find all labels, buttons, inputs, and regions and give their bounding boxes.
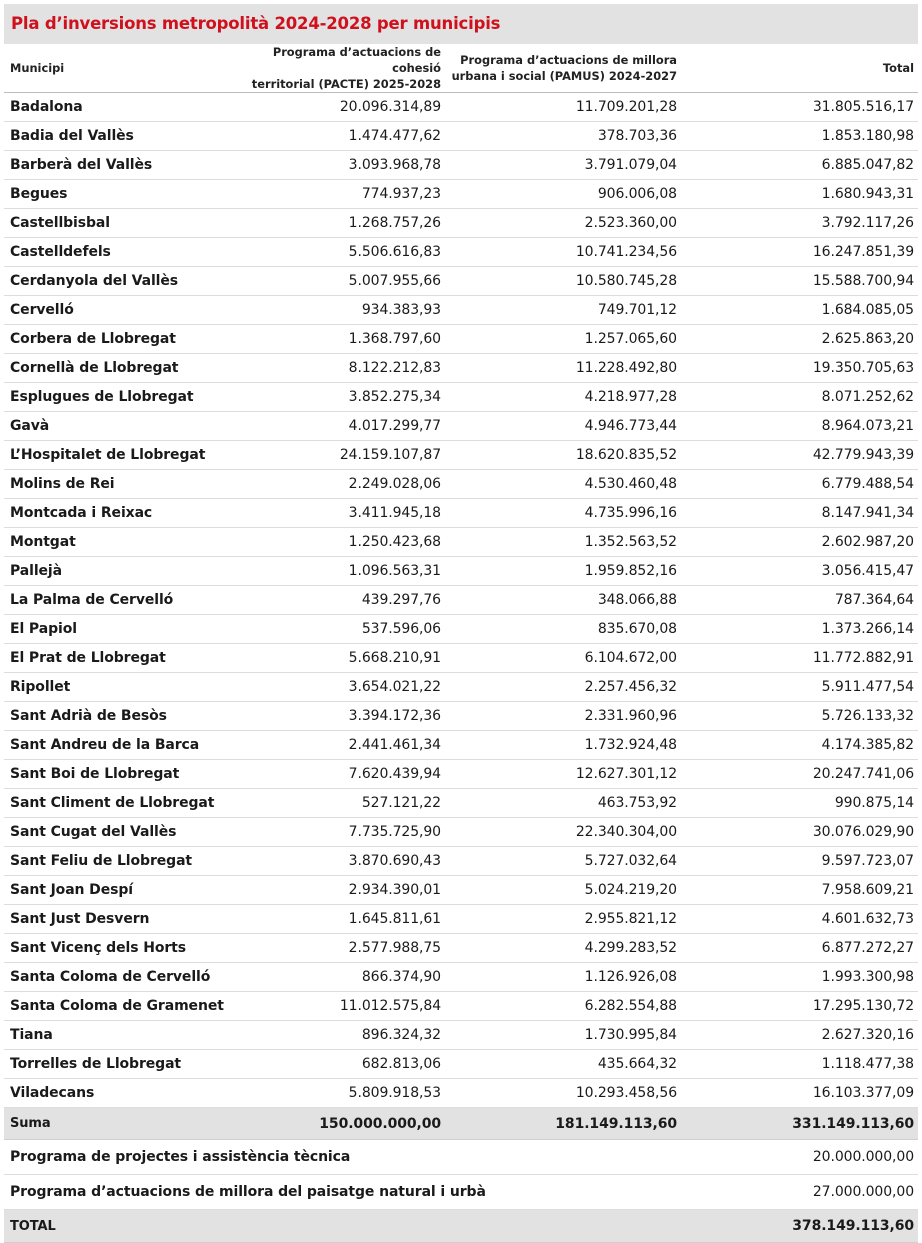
table-row	[4, 818, 918, 847]
sum-row	[4, 1108, 918, 1140]
municipi-name: Sant Joan Despí	[4, 876, 215, 905]
pamus-value: 22.340.304,00	[445, 818, 681, 847]
municipi-name: Sant Climent de Llobregat	[4, 789, 215, 818]
table-row	[4, 412, 918, 441]
pamus-value: 10.741.234,56	[445, 238, 681, 267]
investment-table-panel	[4, 4, 918, 1243]
pamus-value: 4.735.996,16	[445, 499, 681, 528]
table-row	[4, 876, 918, 905]
pacte-value: 3.654.021,22	[215, 673, 445, 702]
pamus-value: 10.293.458,56	[445, 1079, 681, 1108]
total-value: 787.364,64	[681, 586, 918, 615]
investment-table	[4, 44, 918, 1243]
table-row	[4, 238, 918, 267]
municipi-name: Sant Cugat del Vallès	[4, 818, 215, 847]
header-pacte: Programa d’actuacions de cohesió territorial (PACTE) 2025-2028	[215, 44, 445, 93]
total-value: 20.247.741,06	[681, 760, 918, 789]
table-row	[4, 441, 918, 470]
total-value: 2.627.320,16	[681, 1021, 918, 1050]
pamus-value: 435.664,32	[445, 1050, 681, 1079]
grand-total-row	[4, 1210, 918, 1243]
pacte-value: 682.813,06	[215, 1050, 445, 1079]
table-row	[4, 296, 918, 325]
pamus-value: 2.523.360,00	[445, 209, 681, 238]
table-row	[4, 1050, 918, 1079]
pacte-value: 8.122.212,83	[215, 354, 445, 383]
municipi-name: L’Hospitalet de Llobregat	[4, 441, 215, 470]
total-value: 42.779.943,39	[681, 441, 918, 470]
pamus-value: 5.727.032,64	[445, 847, 681, 876]
pacte-value: 24.159.107,87	[215, 441, 445, 470]
pamus-value: 11.709.201,28	[445, 93, 681, 122]
total-value: 1.684.085,05	[681, 296, 918, 325]
table-row	[4, 325, 918, 354]
total-value: 19.350.705,63	[681, 354, 918, 383]
extra-label: Programa de projectes i assistència tècnica	[4, 1140, 681, 1175]
pacte-value: 7.735.725,90	[215, 818, 445, 847]
table-row	[4, 499, 918, 528]
total-value: 1.373.266,14	[681, 615, 918, 644]
table-row	[4, 122, 918, 151]
total-value: 7.958.609,21	[681, 876, 918, 905]
municipi-name: Cerdanyola del Vallès	[4, 267, 215, 296]
pacte-value: 1.474.477,62	[215, 122, 445, 151]
total-value: 1.853.180,98	[681, 122, 918, 151]
total-value: 6.877.272,27	[681, 934, 918, 963]
municipi-name: Viladecans	[4, 1079, 215, 1108]
municipi-name: Cervelló	[4, 296, 215, 325]
total-value: 1.680.943,31	[681, 180, 918, 209]
grand-total-value: 378.149.113,60	[681, 1210, 918, 1243]
municipi-name: Torrelles de Llobregat	[4, 1050, 215, 1079]
pacte-value: 1.368.797,60	[215, 325, 445, 354]
municipi-name: Castelldefels	[4, 238, 215, 267]
municipi-name: Montgat	[4, 528, 215, 557]
total-value: 15.588.700,94	[681, 267, 918, 296]
table-row	[4, 934, 918, 963]
table-row	[4, 905, 918, 934]
pacte-value: 5.007.955,66	[215, 267, 445, 296]
header-total: Total	[681, 44, 918, 93]
pacte-value: 11.012.575,84	[215, 992, 445, 1021]
extra-label: Programa d’actuacions de millora del paisatge natural i urbà	[4, 1175, 681, 1210]
total-value: 8.147.941,34	[681, 499, 918, 528]
table-row	[4, 702, 918, 731]
total-value: 990.875,14	[681, 789, 918, 818]
total-value: 30.076.029,90	[681, 818, 918, 847]
municipi-name: Badalona	[4, 93, 215, 122]
pacte-value: 527.121,22	[215, 789, 445, 818]
municipi-name: Barberà del Vallès	[4, 151, 215, 180]
pacte-value: 537.596,06	[215, 615, 445, 644]
header-row	[4, 44, 918, 93]
pamus-value: 2.955.821,12	[445, 905, 681, 934]
pamus-value: 11.228.492,80	[445, 354, 681, 383]
table-row	[4, 963, 918, 992]
total-value: 6.885.047,82	[681, 151, 918, 180]
pacte-value: 4.017.299,77	[215, 412, 445, 441]
total-value: 16.103.377,09	[681, 1079, 918, 1108]
table-row	[4, 267, 918, 296]
table-row	[4, 731, 918, 760]
sum-pamus: 181.149.113,60	[445, 1108, 681, 1140]
pamus-value: 749.701,12	[445, 296, 681, 325]
total-value: 9.597.723,07	[681, 847, 918, 876]
pamus-value: 1.126.926,08	[445, 963, 681, 992]
total-value: 16.247.851,39	[681, 238, 918, 267]
total-value: 4.174.385,82	[681, 731, 918, 760]
pacte-value: 896.324,32	[215, 1021, 445, 1050]
municipi-name: La Palma de Cervelló	[4, 586, 215, 615]
pamus-value: 906.006,08	[445, 180, 681, 209]
pacte-value: 1.250.423,68	[215, 528, 445, 557]
pamus-value: 12.627.301,12	[445, 760, 681, 789]
pacte-value: 2.577.988,75	[215, 934, 445, 963]
pamus-value: 2.257.456,32	[445, 673, 681, 702]
municipi-name: Ripollet	[4, 673, 215, 702]
table-row	[4, 180, 918, 209]
pacte-value: 7.620.439,94	[215, 760, 445, 789]
pacte-value: 3.411.945,18	[215, 499, 445, 528]
pamus-value: 1.352.563,52	[445, 528, 681, 557]
pacte-value: 3.870.690,43	[215, 847, 445, 876]
sum-pacte: 150.000.000,00	[215, 1108, 445, 1140]
pamus-value: 6.104.672,00	[445, 644, 681, 673]
pamus-value: 4.530.460,48	[445, 470, 681, 499]
pacte-value: 2.441.461,34	[215, 731, 445, 760]
municipi-name: Badia del Vallès	[4, 122, 215, 151]
pacte-value: 439.297,76	[215, 586, 445, 615]
table-title: Pla d’inversions metropolità 2024-2028 per municipis	[4, 4, 918, 44]
municipi-name: Sant Vicenç dels Horts	[4, 934, 215, 963]
municipi-name: Gavà	[4, 412, 215, 441]
total-value: 17.295.130,72	[681, 992, 918, 1021]
pamus-value: 463.753,92	[445, 789, 681, 818]
municipi-name: Sant Andreu de la Barca	[4, 731, 215, 760]
pamus-value: 835.670,08	[445, 615, 681, 644]
table-row	[4, 1079, 918, 1108]
pacte-value: 5.668.210,91	[215, 644, 445, 673]
municipi-name: Sant Just Desvern	[4, 905, 215, 934]
total-value: 1.993.300,98	[681, 963, 918, 992]
pamus-value: 5.024.219,20	[445, 876, 681, 905]
pacte-value: 3.394.172,36	[215, 702, 445, 731]
extra-row-projectes	[4, 1140, 918, 1175]
municipi-name: Sant Feliu de Llobregat	[4, 847, 215, 876]
table-row	[4, 528, 918, 557]
pacte-value: 3.093.968,78	[215, 151, 445, 180]
total-value: 6.779.488,54	[681, 470, 918, 499]
municipi-name: Esplugues de Llobregat	[4, 383, 215, 412]
sum-total: 331.149.113,60	[681, 1108, 918, 1140]
total-value: 2.625.863,20	[681, 325, 918, 354]
total-value: 1.118.477,38	[681, 1050, 918, 1079]
pamus-value: 1.257.065,60	[445, 325, 681, 354]
table-row	[4, 673, 918, 702]
total-value: 2.602.987,20	[681, 528, 918, 557]
table-row	[4, 354, 918, 383]
table-row	[4, 209, 918, 238]
pacte-value: 2.934.390,01	[215, 876, 445, 905]
table-row	[4, 992, 918, 1021]
table-row	[4, 615, 918, 644]
extra-row-paisatge	[4, 1175, 918, 1210]
table-row	[4, 557, 918, 586]
municipi-name: El Prat de Llobregat	[4, 644, 215, 673]
municipi-name: Pallejà	[4, 557, 215, 586]
table-row	[4, 151, 918, 180]
pamus-value: 4.946.773,44	[445, 412, 681, 441]
pacte-value: 866.374,90	[215, 963, 445, 992]
pacte-value: 5.506.616,83	[215, 238, 445, 267]
municipi-name: El Papiol	[4, 615, 215, 644]
municipi-name: Santa Coloma de Gramenet	[4, 992, 215, 1021]
table-row	[4, 1021, 918, 1050]
extra-total: 27.000.000,00	[681, 1175, 918, 1210]
extra-total: 20.000.000,00	[681, 1140, 918, 1175]
table-row	[4, 383, 918, 412]
municipi-name: Molins de Rei	[4, 470, 215, 499]
pacte-value: 774.937,23	[215, 180, 445, 209]
municipi-name: Sant Boi de Llobregat	[4, 760, 215, 789]
table-row	[4, 644, 918, 673]
pamus-value: 1.732.924,48	[445, 731, 681, 760]
total-value: 5.911.477,54	[681, 673, 918, 702]
header-municipi: Municipi	[4, 44, 215, 93]
pacte-value: 1.096.563,31	[215, 557, 445, 586]
total-value: 3.792.117,26	[681, 209, 918, 238]
pacte-value: 1.645.811,61	[215, 905, 445, 934]
municipi-name: Montcada i Reixac	[4, 499, 215, 528]
total-value: 31.805.516,17	[681, 93, 918, 122]
table-row	[4, 789, 918, 818]
grand-total-label: TOTAL	[4, 1210, 681, 1243]
pamus-value: 348.066,88	[445, 586, 681, 615]
table-row	[4, 760, 918, 789]
municipi-name: Tiana	[4, 1021, 215, 1050]
pacte-value: 3.852.275,34	[215, 383, 445, 412]
pamus-value: 378.703,36	[445, 122, 681, 151]
municipi-name: Castellbisbal	[4, 209, 215, 238]
pacte-value: 20.096.314,89	[215, 93, 445, 122]
municipi-name: Begues	[4, 180, 215, 209]
total-value: 5.726.133,32	[681, 702, 918, 731]
pamus-value: 2.331.960,96	[445, 702, 681, 731]
municipi-name: Sant Adrià de Besòs	[4, 702, 215, 731]
pacte-value: 5.809.918,53	[215, 1079, 445, 1108]
table-row	[4, 470, 918, 499]
pamus-value: 1.959.852,16	[445, 557, 681, 586]
table-row	[4, 586, 918, 615]
pamus-value: 4.299.283,52	[445, 934, 681, 963]
pacte-value: 2.249.028,06	[215, 470, 445, 499]
municipi-name: Corbera de Llobregat	[4, 325, 215, 354]
pamus-value: 18.620.835,52	[445, 441, 681, 470]
municipi-rows	[4, 93, 918, 1108]
pamus-value: 6.282.554,88	[445, 992, 681, 1021]
pacte-value: 934.383,93	[215, 296, 445, 325]
pamus-value: 10.580.745,28	[445, 267, 681, 296]
header-pamus: Programa d’actuacions de millora urbana i social (PAMUS) 2024-2027	[445, 44, 681, 93]
total-value: 11.772.882,91	[681, 644, 918, 673]
pamus-value: 4.218.977,28	[445, 383, 681, 412]
table-row	[4, 93, 918, 122]
total-value: 8.964.073,21	[681, 412, 918, 441]
total-value: 3.056.415,47	[681, 557, 918, 586]
pacte-value: 1.268.757,26	[215, 209, 445, 238]
total-value: 8.071.252,62	[681, 383, 918, 412]
pamus-value: 3.791.079,04	[445, 151, 681, 180]
total-value: 4.601.632,73	[681, 905, 918, 934]
pamus-value: 1.730.995,84	[445, 1021, 681, 1050]
sum-label: Suma	[4, 1108, 215, 1140]
table-row	[4, 847, 918, 876]
municipi-name: Santa Coloma de Cervelló	[4, 963, 215, 992]
municipi-name: Cornellà de Llobregat	[4, 354, 215, 383]
